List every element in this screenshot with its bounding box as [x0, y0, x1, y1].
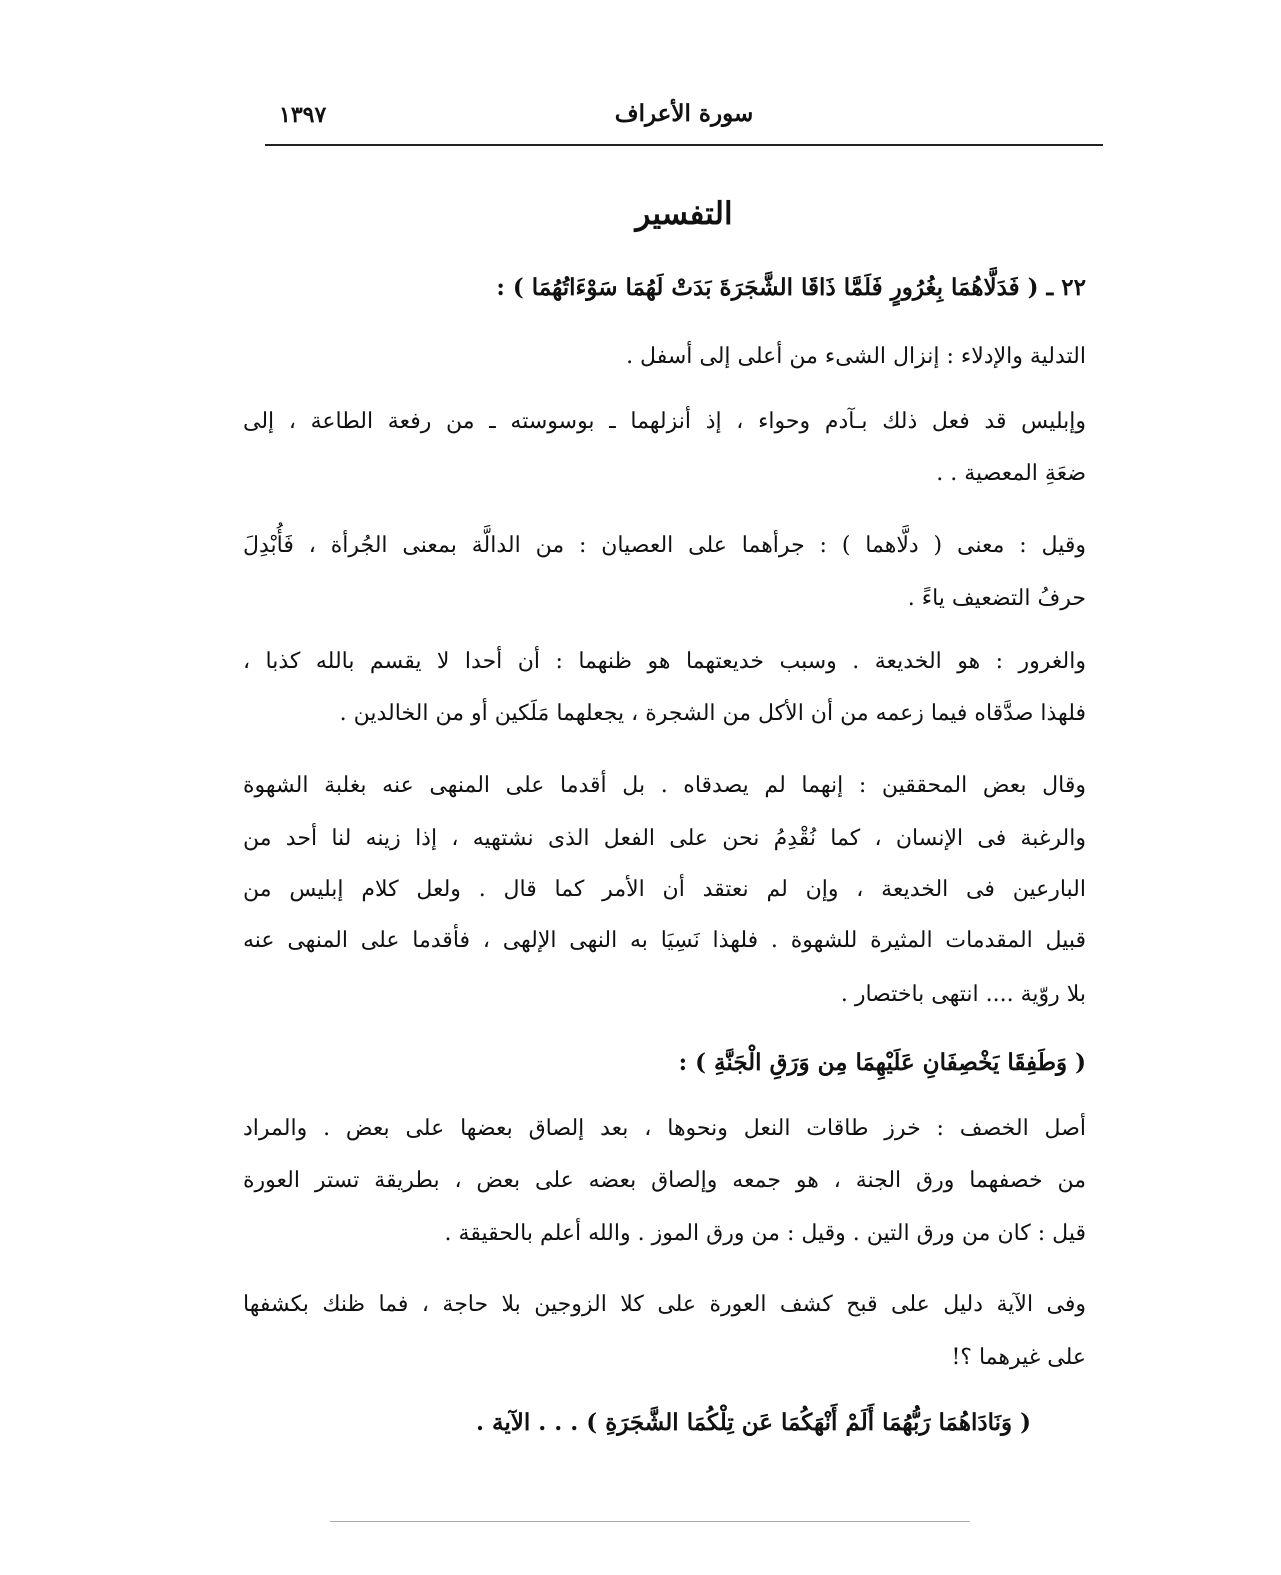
- page-header: [265, 100, 1103, 146]
- body-line: قيل : كان من ورق التين . وقيل : من ورق الموز . والله أعلم بالحقيقة .: [444, 1221, 1086, 1246]
- section-heading: التفسير: [635, 196, 733, 232]
- surah-title: سورة الأعراف: [614, 100, 754, 127]
- verse-heading: ٢٢ ـ ( فَدَلَّاهُمَا بِغُرُورٍ فَلَمَّا ذَاقَا الشَّجَرَةَ بَدَتْ لَهُمَا سَوْءَاتُهُمَا ) :: [496, 274, 1086, 301]
- body-line: التدلية والإدلاء : إنزال الشىء من أعلى إلى أسفل .: [626, 344, 1086, 369]
- body-line: والرغبة فى الإنسان ، كما نُقْدِمُ نحن على الفعل الذى نشتهيه ، إذا زينه لنا أحد من: [243, 826, 1086, 851]
- footer-rule: [330, 1521, 970, 1522]
- body-line: والغرور : هو الخديعة . وسبب خديعتهما هو ظنهما : أن أحدا لا يقسم بالله كذبا ،: [243, 649, 1086, 674]
- body-line: من خصفهما ورق الجنة ، هو جمعه وإلصاق بعضه على بعض ، بطريقة تستر العورة: [243, 1168, 1086, 1193]
- body-line: حرفُ التضعيف ياءً .: [907, 586, 1086, 611]
- body-line: وقيل : معنى ( دلَّاهما ) : جرأهما على العصيان : من الدالَّة بمعنى الجُرأة ، فَأُبْدِلَ: [243, 533, 1086, 558]
- verse-heading: ( وَنَادَاهُمَا رَبُّهُمَا أَلَمْ أَنْهَكُمَا عَن تِلْكُمَا الشَّجَرَةِ ) . . . الآية .: [476, 1409, 1031, 1436]
- body-line: قبيل المقدمات المثيرة للشهوة . فلهذا نَسِيَا به النهى الإلهى ، فأقدما على المنهى عنه: [243, 928, 1086, 953]
- body-line: وفى الآية دليل على قبح كشف العورة على كلا الزوجين بلا حاجة ، فما ظنك بكشفها: [243, 1292, 1086, 1317]
- body-line: أصل الخصف : خرز طاقات النعل ونحوها ، بعد إلصاق بعضها على بعض . والمراد: [243, 1116, 1086, 1141]
- page-number: ١٣٩٧: [279, 102, 327, 128]
- body-line: البارعين فى الخديعة ، وإن لم نعتقد أن الأمر كما قال . ولعل كلام إبليس من: [243, 877, 1086, 902]
- body-line: وقال بعض المحققين : إنهما لم يصدقاه . بل أقدما على المنهى عنه بغلبة الشهوة: [243, 773, 1086, 798]
- verse-heading: ( وَطَفِقَا يَخْصِفَانِ عَلَيْهِمَا مِن وَرَقِ الْجَنَّةِ ) :: [678, 1049, 1086, 1076]
- body-line: على غيرهما ؟!: [951, 1345, 1086, 1370]
- body-line: بلا روّية .... انتهى باختصار .: [840, 982, 1086, 1007]
- body-line: ضعَةِ المعصية . .: [936, 461, 1086, 486]
- body-line: فلهذا صدَّقاه فيما زعمه من أن الأكل من الشجرة ، يجعلهما مَلَكين أو من الخالدين .: [339, 701, 1086, 726]
- body-line: وإبليس قد فعل ذلك بـآدم وحواء ، إذ أنزلهما ـ بوسوسته ـ من رفعة الطاعة ، إلى: [243, 409, 1086, 434]
